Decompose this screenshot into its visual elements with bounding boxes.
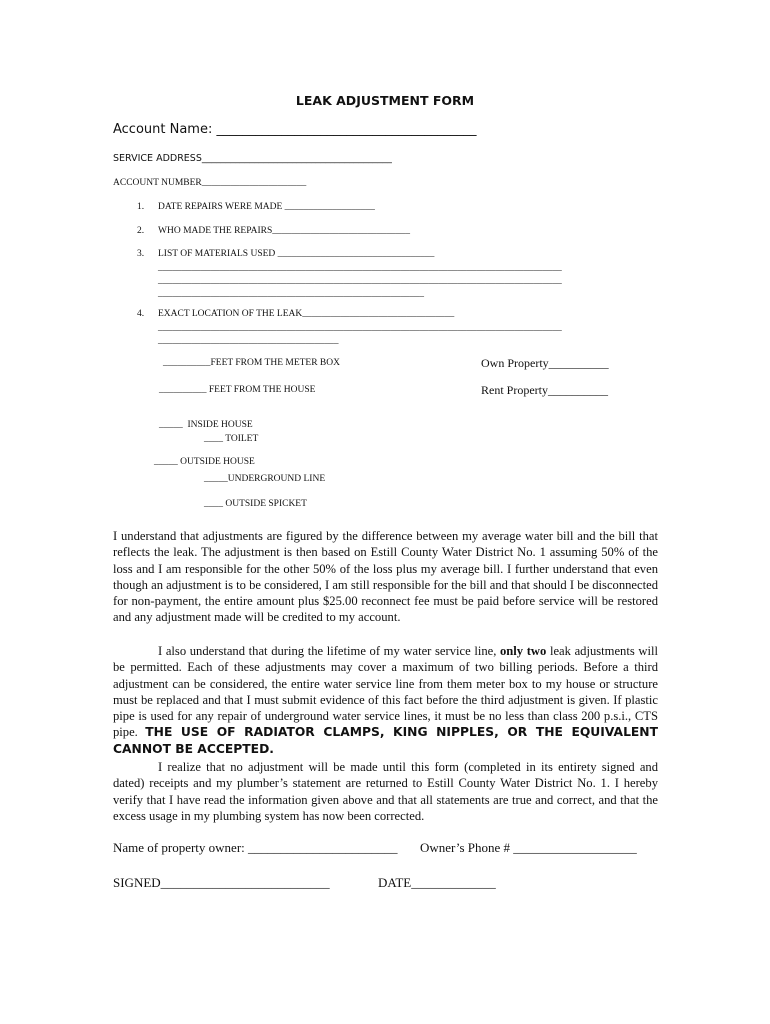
- feet-from-meter-field[interactable]: __________FEET FROM THE METER BOX: [163, 358, 340, 368]
- account-number-field[interactable]: ACCOUNT NUMBER______________________: [113, 178, 307, 188]
- date-field[interactable]: DATE_____________: [378, 875, 496, 890]
- item-number-3: 3.: [137, 249, 145, 259]
- feet-from-house-field[interactable]: __________ FEET FROM THE HOUSE: [159, 385, 316, 395]
- outside-spicket-option[interactable]: ____ OUTSIDE SPICKET: [204, 499, 307, 509]
- inside-house-option[interactable]: _____ INSIDE HOUSE: [159, 420, 253, 430]
- owner-name-field[interactable]: Name of property owner: _______________________: [113, 840, 398, 855]
- account-name-field[interactable]: Account Name: ________________________________________: [113, 122, 477, 137]
- paragraph-2-text: I also understand that during the lifetime of my water service line,: [158, 644, 500, 658]
- item-number-1: 1.: [137, 202, 145, 212]
- materials-line[interactable]: _____________________________________________________________________________________: [158, 263, 562, 273]
- who-made-repairs-field[interactable]: WHO MADE THE REPAIRS_____________________________: [158, 226, 411, 236]
- item-number-4: 4.: [137, 309, 145, 319]
- date-repairs-field[interactable]: DATE REPAIRS WERE MADE ___________________: [158, 202, 375, 212]
- toilet-option[interactable]: ____ TOILET: [204, 434, 259, 444]
- materials-line[interactable]: ________________________________________________________: [158, 289, 424, 299]
- materials-line[interactable]: _____________________________________________________________________________________: [158, 276, 562, 286]
- item-number-2: 2.: [137, 226, 145, 236]
- service-address-field[interactable]: SERVICE ADDRESS________________________________________: [113, 153, 392, 164]
- rent-property-field[interactable]: Rent Property__________: [481, 383, 608, 397]
- terms-paragraph-1: I understand that adjustments are figured by the difference between my average water bill and the bill that reflects the leak. The adjustment is then based on Estill County Water District No. 1 assuming 50% of the loss and I am responsible for the other 50% of the loss plus my average bill. I further understand that even though an adjustment is to be considered, I am still responsible for the bill and that should I be disconnected for non-payment, the entire amount plus $25.00 reconnect fee must be paid before service will be restored and any adjustment made will be credited to my account.: [113, 529, 658, 625]
- paragraph-3-text: I realize that no adjustment will be made until this form (completed in its entirety signed and dated) receipts and my plumber’s statement are returned to Estill County Water District No. 1. I hereby verify that I have read the information given above and that all statements are true and correct, and that the excess usage in my plumbing system has now been corrected.: [113, 760, 658, 823]
- location-line[interactable]: _____________________________________________________________________________________: [158, 323, 562, 333]
- materials-used-field[interactable]: LIST OF MATERIALS USED _________________________________: [158, 249, 435, 259]
- only-two-emphasis: only two: [500, 644, 547, 658]
- underground-line-option[interactable]: _____UNDERGROUND LINE: [204, 474, 326, 484]
- signature-field[interactable]: SIGNED__________________________: [113, 875, 330, 890]
- outside-house-option[interactable]: _____ OUTSIDE HOUSE: [154, 457, 255, 467]
- form-title: LEAK ADJUSTMENT FORM: [295, 93, 475, 108]
- paragraph-2-text-cont: leak adjustments will be permitted. Each of these adjustments may cover a maximum of two billing periods. Before a third adjustment can be considered, the entire water service line from them meter box to my house or structure must be replaced and that I must submit evidence of this fact before the third adjustment is given. If plastic pipe is used for any repair of underground water service lines, it must be no less than class 200 p.s.i., CTS pipe.: [113, 644, 658, 740]
- radiator-clamps-warning: THE USE OF RADIATOR CLAMPS, KING NIPPLES, OR THE EQUIVALENT CANNOT BE ACCEPTED.: [113, 725, 658, 756]
- location-line[interactable]: ______________________________________: [158, 336, 339, 346]
- terms-paragraph-3: [113, 759, 658, 824]
- own-property-field[interactable]: Own Property__________: [481, 356, 609, 370]
- terms-paragraph-2: [113, 643, 658, 757]
- owner-phone-field[interactable]: Owner’s Phone # ___________________: [420, 840, 637, 855]
- leak-location-field[interactable]: EXACT LOCATION OF THE LEAK________________________________: [158, 309, 455, 319]
